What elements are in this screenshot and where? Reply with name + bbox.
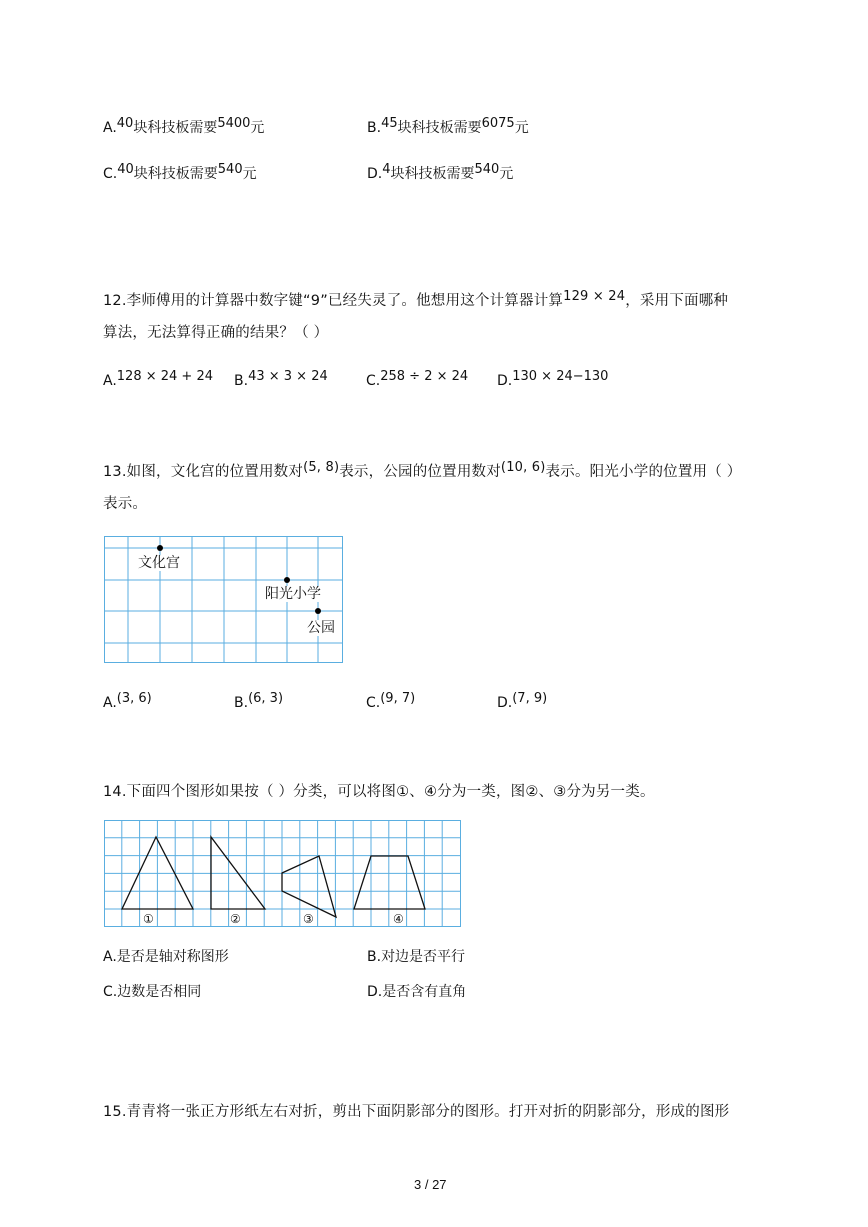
culture-palace-point	[157, 545, 163, 551]
q14-shapes-figure	[104, 820, 461, 927]
q14-option-a[interactable]: A.是否是轴对称图形	[103, 949, 229, 965]
q14-option-c[interactable]: C.边数是否相同	[103, 984, 202, 1000]
q15-stem: 15.青青将一张正方形纸左右对折，剪出下面阴影部分的图形。打开对折的阴影部分，形成的图形	[103, 1104, 730, 1120]
park-label: 公园	[307, 620, 335, 636]
q14-stem: 14.下面四个图形如果按（ ）分类，可以将图①、④分为一类，图②、③分为另一类。	[103, 784, 655, 800]
q14-option-b[interactable]: B.对边是否平行	[367, 949, 466, 965]
q11-option-a[interactable]: A.40块科技板需要5400元	[103, 116, 265, 136]
q12-stem-line1: 12.李师傅用的计算器中数字键“9”已经失灵了。他想用这个计算器计算129 × 24，采用下面哪种	[103, 289, 729, 309]
q11-option-d[interactable]: D.4块科技板需要540元	[367, 162, 514, 182]
q13-option-c[interactable]: C.(9, 7)	[366, 691, 416, 711]
culture-palace-label: 文化宫	[138, 555, 180, 571]
q12-stem-line2: 算法，无法算得正确的结果？（ ）	[103, 325, 329, 341]
q12-option-b[interactable]: B.43 × 3 × 24	[234, 369, 328, 389]
sunshine-school-point	[284, 577, 290, 583]
q12-option-d[interactable]: D.130 × 24−130	[497, 369, 609, 389]
shape-2-label: ②	[230, 912, 241, 926]
q13-option-d[interactable]: D.(7, 9)	[497, 691, 548, 711]
q12-option-a[interactable]: A.128 × 24 + 24	[103, 369, 213, 389]
q11-option-b[interactable]: B.45块科技板需要6075元	[367, 116, 529, 136]
shape-1-label: ①	[143, 912, 154, 926]
q13-option-a[interactable]: A.(3, 6)	[103, 691, 152, 711]
q13-grid-figure	[104, 536, 343, 663]
page-number: 3 / 27	[414, 1177, 447, 1192]
shape-4-label: ④	[393, 912, 404, 926]
q12-option-c[interactable]: C.258 ÷ 2 × 24	[366, 369, 469, 389]
q13-stem-line1: 13.如图，文化宫的位置用数对(5, 8)表示，公园的位置用数对(10, 6)表示。阳光小学的位置用（ ）	[103, 460, 742, 480]
park-point	[315, 608, 321, 614]
sunshine-school-label: 阳光小学	[265, 586, 321, 602]
q13-option-b[interactable]: B.(6, 3)	[234, 691, 284, 711]
q14-option-d[interactable]: D.是否含有直角	[367, 984, 467, 1000]
q13-stem-line2: 表示。	[103, 496, 148, 512]
shape-3-label: ③	[303, 912, 314, 926]
q11-option-c[interactable]: C.40块科技板需要540元	[103, 162, 257, 182]
q14-shapes-svg	[104, 820, 461, 927]
